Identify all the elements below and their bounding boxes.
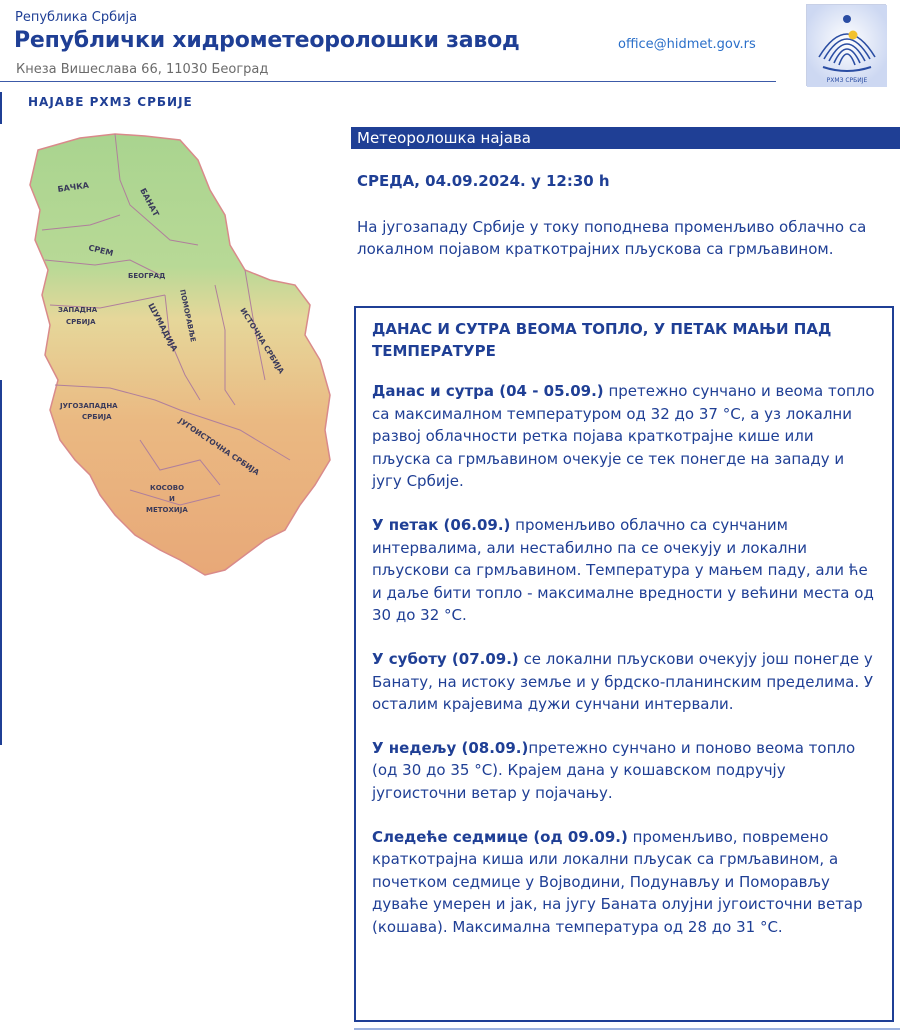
paragraph-lead: У недељу (08.09.): [372, 738, 529, 757]
paragraph-lead: Следеће седмице (од 09.09.): [372, 827, 628, 846]
region-label-zapadna-srbija: СРБИЈА: [66, 318, 96, 326]
forecast-paragraph-sunday: [372, 737, 876, 805]
region-label-backa: БАЧКА: [57, 180, 90, 194]
forecast-paragraph-friday: [372, 514, 876, 627]
email-link[interactable]: office@hidmet.gov.rs: [618, 37, 756, 52]
region-label-jugozapadna-srbija: СРБИЈА: [82, 413, 112, 421]
sidebar-accent: [0, 380, 2, 745]
paragraph-text: се локални пљускови очекују још понегде у Банату, на истоку земље и у брдско-планинским пределима. У осталим крајевима дужи сунчани интервали.: [372, 649, 874, 714]
forecast-datetime: СРЕДА, 04.09.2024. у 12:30 h: [357, 172, 610, 190]
forecast-headline: ДАНАС И СУТРА ВЕОМА ТОПЛО, У ПЕТАК МАЊИ ПАД ТЕМПЕРАТУРЕ: [372, 320, 832, 360]
region-label-beograd: БЕОГРАД: [128, 272, 166, 280]
region-label-zapadna: ЗАПАДНА: [58, 306, 98, 314]
paragraph-text: претежно сунчано и веома топло са максималном температуром од 32 до 37 °C, а уз локални развој облачности ретка појава краткотрајне кише или пљуска са грмљавином очекује се тек понегде на западу и југу Србије.: [372, 382, 875, 491]
region-label-pomoravlje: ПОМОРАВЉЕ: [178, 288, 197, 343]
forecast-box: [354, 306, 894, 1022]
region-label-jugoistocna-srbija: ЈУГОИСТОЧНА СРБИЈА: [176, 416, 261, 477]
logo-emblem-icon: [807, 5, 887, 87]
section-header: Метеоролошка најава: [351, 127, 900, 149]
institution-title[interactable]: Републички хидрометеоролошки завод: [14, 28, 520, 53]
serbia-region-map[interactable]: [20, 130, 340, 580]
paragraph-lead: Данас и сутра (04 - 05.09.): [372, 382, 604, 400]
sidebar-title-link[interactable]: НАЈАВЕ РХМЗ СРБИЈЕ: [28, 95, 193, 109]
republic-label: Република Србија: [15, 10, 138, 25]
footer-divider: [354, 1028, 900, 1030]
institution-address: Кнеза Вишеслава 66, 11030 Београд: [16, 62, 269, 77]
paragraph-text: претежно сунчано и поново веома топло (од 30 до 35 °C). Крајем дана у кошавском подручју југоисточни ветар у појачању.: [372, 738, 856, 802]
region-label-kosovo: КОСОВО: [150, 484, 185, 492]
region-label-sumadija: ШУМАДИЈА: [146, 301, 180, 353]
region-label-i: И: [169, 495, 175, 503]
paragraph-text: променљиво облачно са сунчаним интервалима, али нестабилно па се очекују и локални пљускови са грмљавином. Температура у мањем паду, али ће и даље бити топло - максималне вредности у већини места од 30 до 32 °C.: [372, 515, 874, 625]
forecast-paragraph-saturday: [372, 648, 876, 716]
page-header: [0, 0, 900, 90]
region-label-srem: СРЕМ: [87, 243, 115, 259]
header-divider: [0, 81, 776, 82]
sidebar-accent: [0, 92, 2, 124]
forecast-paragraph-next-week: [372, 826, 876, 939]
region-label-istocna-srbija: ИСТОЧНА СРБИЈА: [238, 306, 287, 376]
region-label-jugozapadna: ЈУГОЗАПАДНА: [60, 402, 118, 410]
rhmz-logo[interactable]: [806, 4, 886, 86]
forecast-summary: На југозападу Србије у току поподнева променљиво облачно са локалном појавом краткотрајних пљускова са грмљавином.: [357, 218, 867, 258]
paragraph-lead: У петак (06.09.): [372, 515, 511, 534]
paragraph-text: променљиво, повремено краткотрајна киша или локални пљусак са грмљавином, а почетком седмице у Војводини, Подунављу и Поморављу дуваће умерен и јак, на југу Баната олујни југоисточни ветар (кошава). Максимална температура од 28 до 31 °C.: [372, 827, 863, 936]
paragraph-lead: У суботу (07.09.): [372, 649, 519, 668]
region-label-banat: БАНАТ: [138, 186, 161, 218]
region-label-metohija: МЕТОХИЈА: [146, 506, 188, 514]
logo-caption: РХМЗ СРБИЈЕ: [826, 77, 868, 84]
forecast-paragraph-today: [372, 380, 876, 493]
